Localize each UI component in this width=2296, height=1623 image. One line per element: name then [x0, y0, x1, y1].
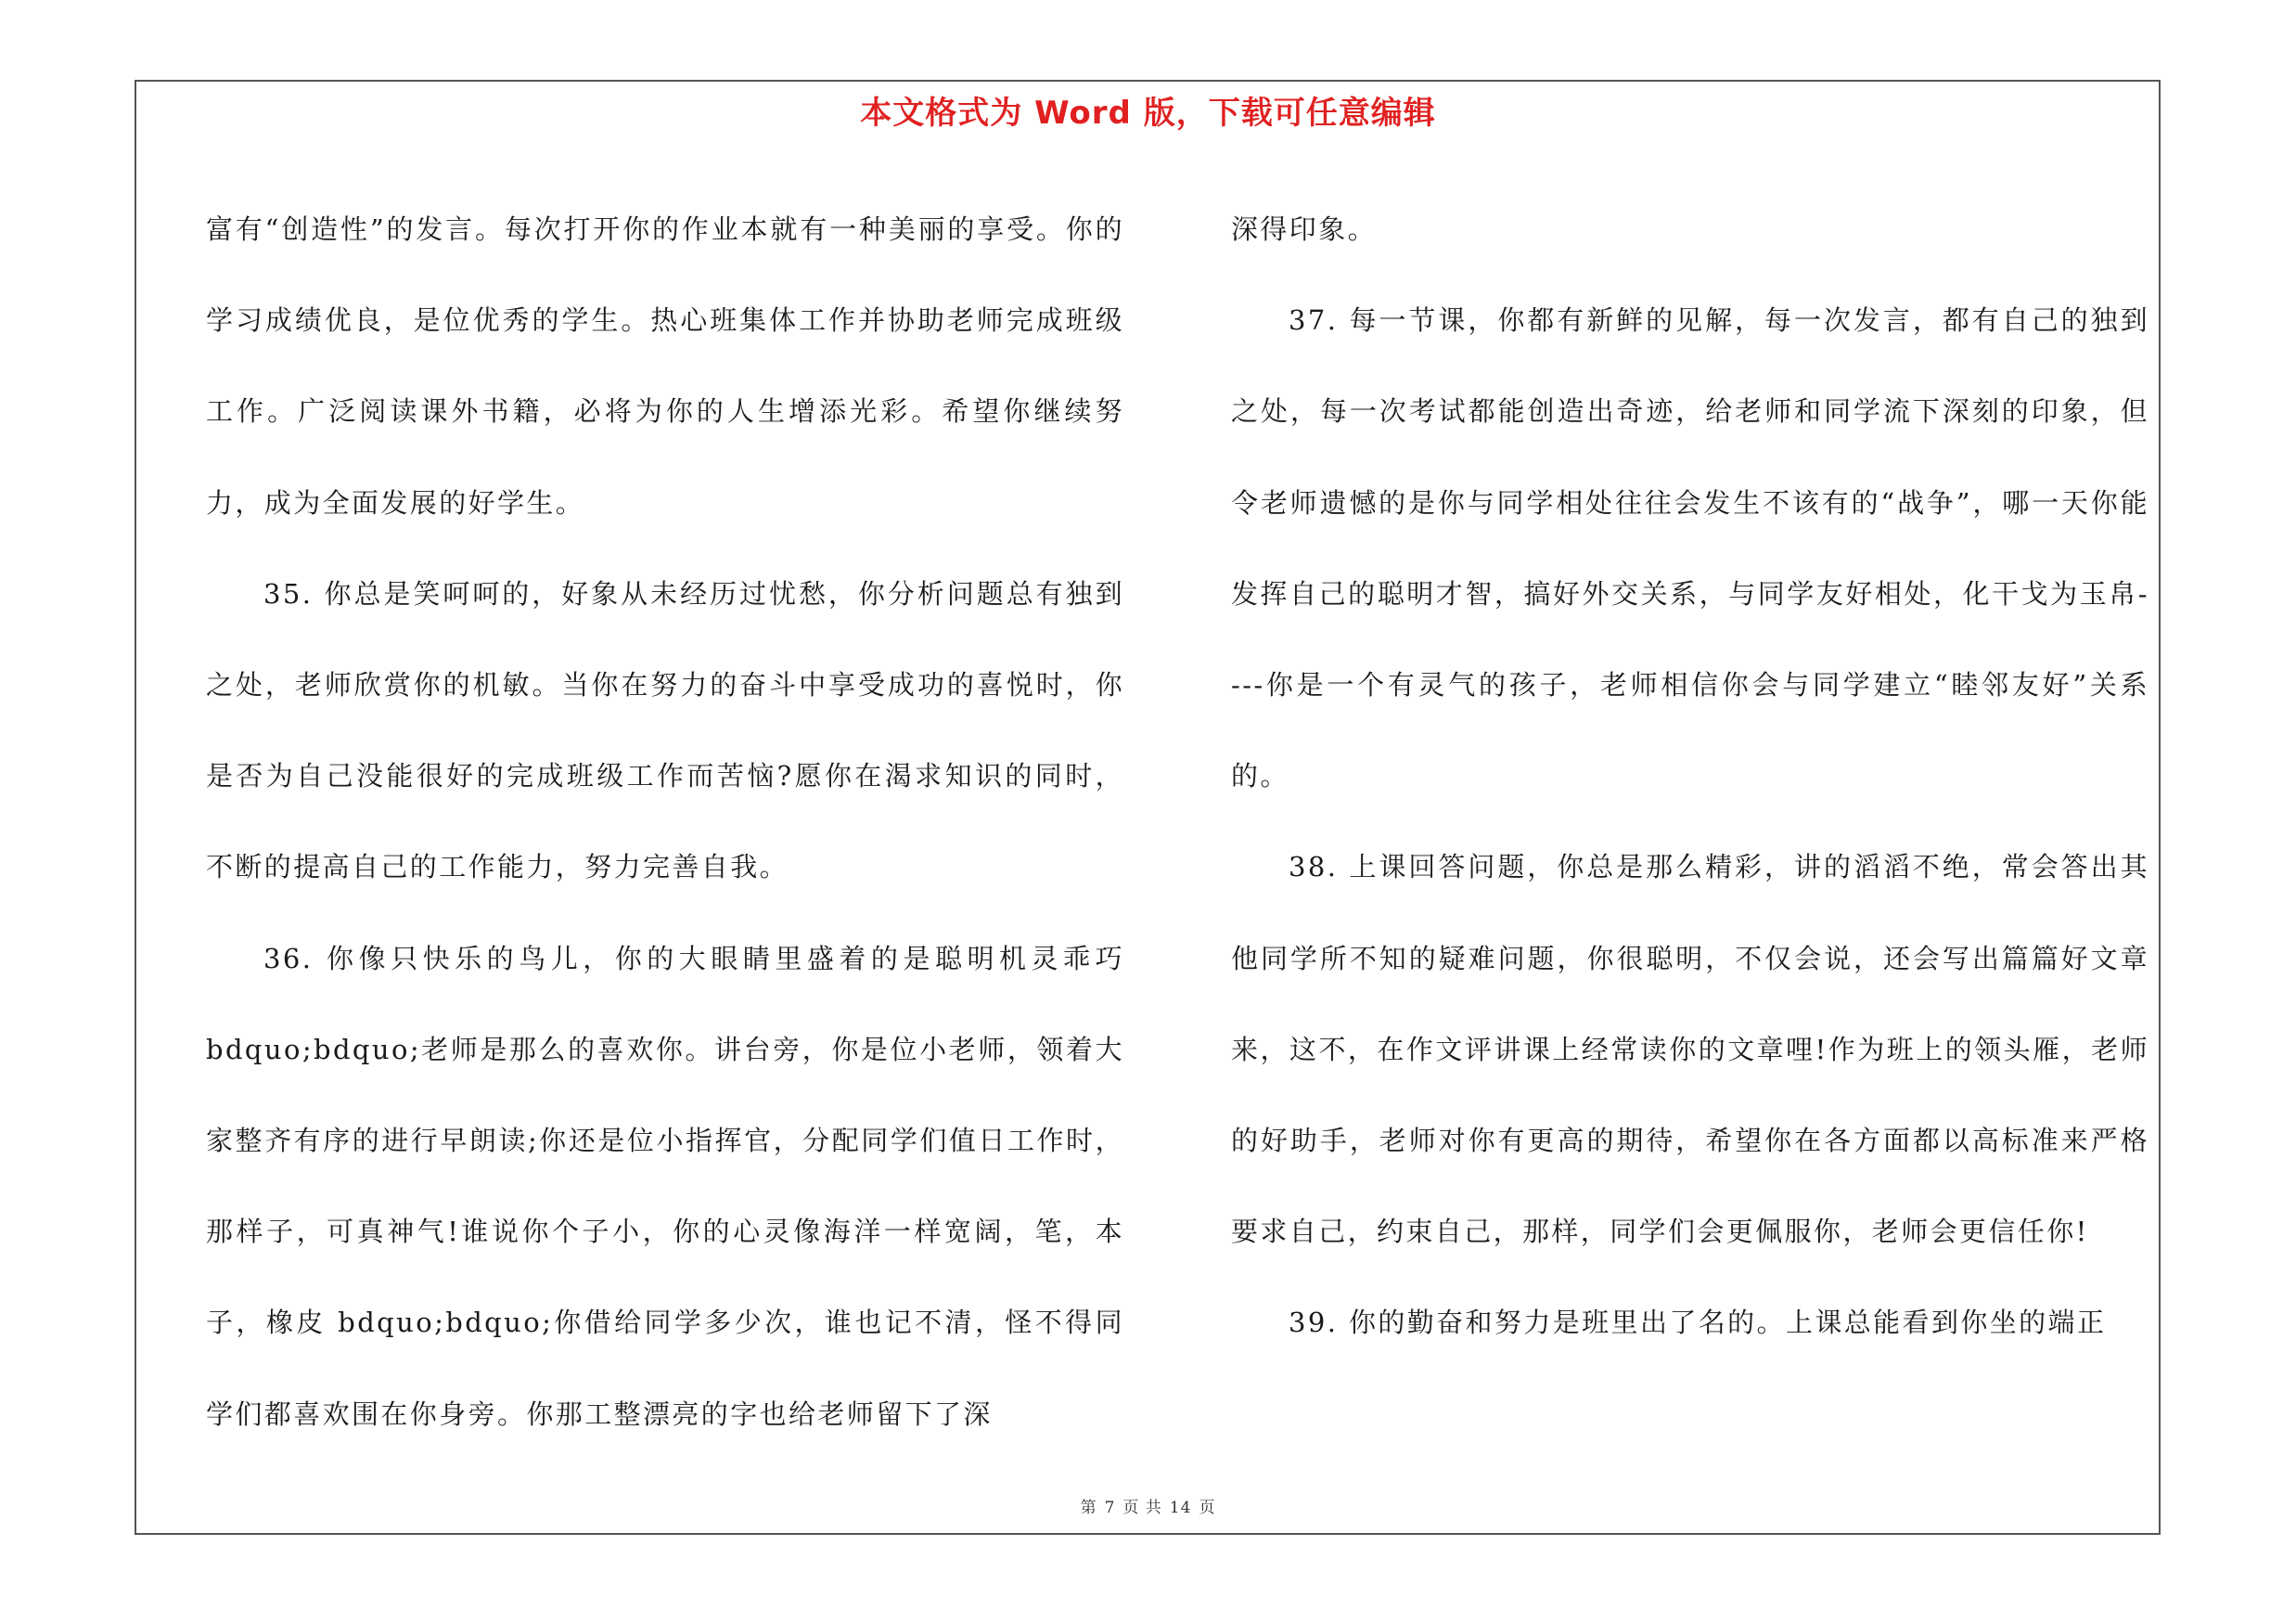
paragraph-continuation: 富有“创造性”的发言。每次打开你的作业本就有一种美丽的享受。你的学习成绩优良，是位优秀的学生。热心班集体工作并协助老师完成班级工作。广泛阅读课外书籍，必将为你的人生增添光彩。希望你继续努力，成为全面发展的好学生。	[206, 213, 1124, 519]
right-text-column	[1231, 184, 2149, 1369]
footer-current-page: 7	[1104, 1499, 1116, 1517]
paragraph-35: 35. 你总是笑呵呵的，好象从未经历过忧愁，你分析问题总有独到之处，老师欣赏你的机敏。当你在努力的奋斗中享受成功的喜悦时，你是否为自己没能很好的完成班级工作而苦恼?愿你在渴求知识的同时，不断的提高自己的工作能力，努力完善自我。	[206, 577, 1124, 883]
footer-prefix: 第	[1080, 1499, 1097, 1517]
paragraph-38: 38. 上课回答问题，你总是那么精彩，讲的滔滔不绝，常会答出其他同学所不知的疑难问题，你很聪明，不仅会说，还会写出篇篇好文章来，这不，在作文评讲课上经常读你的文章哩!作为班上的领头雁，老师的好助手，老师对你有更高的期待，希望你在各方面都以高标准来严格要求自己，约束自己，那样，同学们会更佩服你，老师会更信任你!	[1231, 851, 2149, 1248]
footer-suffix: 页	[1199, 1499, 1216, 1517]
paragraph-36: 36. 你像只快乐的鸟儿，你的大眼睛里盛着的是聪明机灵乖巧bdquo;bdquo;老师是那么的喜欢你。讲台旁，你是位小老师，领着大家整齐有序的进行早朗读;你还是位小指挥官，分配同学们值日工作时，那样子，可真神气!谁说你个子小，你的心灵像海洋一样宽阔，笔，本子，橡皮 bdquo;bdquo;你借给同学多少次，谁也记不清，怪不得同学们都喜欢围在你身旁。你那工整漂亮的字也给老师留下了深	[206, 942, 1124, 1430]
footer-middle: 页 共	[1122, 1499, 1162, 1517]
paragraph-39: 39. 你的勤奋和努力是班里出了名的。上课总能看到你坐的端正	[1289, 1307, 2107, 1339]
page-number-footer	[0, 1494, 2296, 1517]
paragraph-36-continuation: 深得印象。	[1231, 213, 1378, 245]
footer-total-pages: 14	[1169, 1499, 1192, 1517]
paragraph-37: 37. 每一节课，你都有新鲜的见解，每一次发言，都有自己的独到之处，每一次考试都能创造出奇迹，给老师和同学流下深刻的印象，但令老师遗憾的是你与同学相处往往会发生不该有的“战争”，哪一天你能发挥自己的聪明才智，搞好外交关系，与同学友好相处，化干戈为玉帛----你是一个有灵气的孩子，老师相信你会与同学建立“睦邻友好”关系的。	[1231, 304, 2149, 792]
format-notice-banner: 本文格式为 Word 版，下载可任意编辑	[860, 95, 1436, 132]
left-text-column	[206, 184, 1124, 1460]
